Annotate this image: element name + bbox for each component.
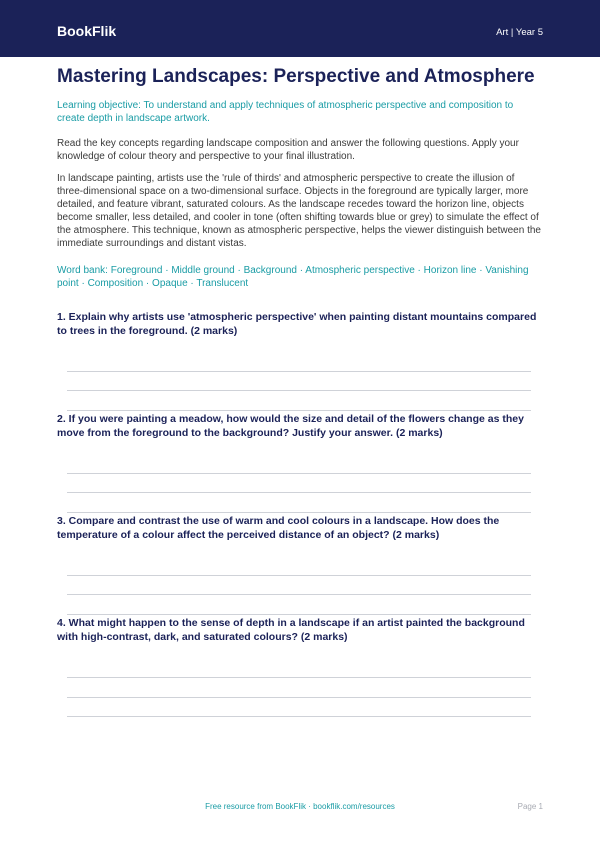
brand-logo-text: BookFlik	[57, 23, 117, 39]
footer-credit: Free resource from BookFlik · bookflik.com/resources	[205, 802, 395, 811]
answer-line[interactable]	[67, 716, 531, 717]
answer-line[interactable]	[67, 677, 531, 678]
question-3: 3. Compare and contrast the use of warm and cool colours in a landscape. How does the temperature of a colour affect the perceived distance of an object? (2 marks)	[57, 515, 500, 541]
answer-line[interactable]	[67, 512, 531, 513]
question-2: 2. If you were painting a meadow, how would the size and detail of the flowers change as they move from the foreground to the background? Justify your answer. (2 marks)	[57, 413, 524, 439]
answer-line[interactable]	[67, 594, 531, 595]
answer-line[interactable]	[67, 492, 531, 493]
answer-line[interactable]	[67, 697, 531, 698]
page-title: Mastering Landscapes: Perspective and Atmosphere	[57, 66, 535, 87]
question-1: 1. Explain why artists use 'atmospheric perspective' when painting distant mountains compared to trees in the foreground. (2 marks)	[57, 311, 537, 337]
answer-line[interactable]	[67, 473, 531, 474]
learning-objective: Learning objective: To understand and apply techniques of atmospheric perspective and composition to create depth in landscape artwork.	[57, 100, 514, 124]
answer-line[interactable]	[67, 390, 531, 391]
page-number: Page 1	[517, 802, 543, 811]
word-bank: Word bank: Foreground · Middle ground · Background · Atmospheric perspective · Horizon line · Vanishing point · Composition · Opaque · Translucent	[57, 265, 529, 289]
subject-year-label: Art | Year 5	[496, 27, 543, 38]
instructions-text: Read the key concepts regarding landscape composition and answer the following questions. Apply your knowledge of colour theory and perspective to your final illustration.	[57, 138, 519, 162]
answer-line[interactable]	[67, 575, 531, 576]
question-4: 4. What might happen to the sense of depth in a landscape if an artist painted the background with high-contrast, dark, and saturated colours? (2 marks)	[57, 617, 525, 643]
answer-line[interactable]	[67, 410, 531, 411]
header-bar	[0, 0, 600, 57]
answer-line[interactable]	[67, 371, 531, 372]
reading-passage: In landscape painting, artists use the 'rule of thirds' and atmospheric perspective to create the illusion of three-dimensional space on a two-dimensional surface. Objects in the foreground are typically larger, more detailed, and feature vibrant, saturated colours. As the landscape recedes toward the horizon line, objects become smaller, less detailed, and cooler in tone (often shifting towards blue or grey) to simulate the effect of the atmosphere. This technique, known as atmospheric perspective, helps the viewer distinguish between the immediate surroundings and distant vistas.	[57, 173, 541, 249]
answer-line[interactable]	[67, 614, 531, 615]
